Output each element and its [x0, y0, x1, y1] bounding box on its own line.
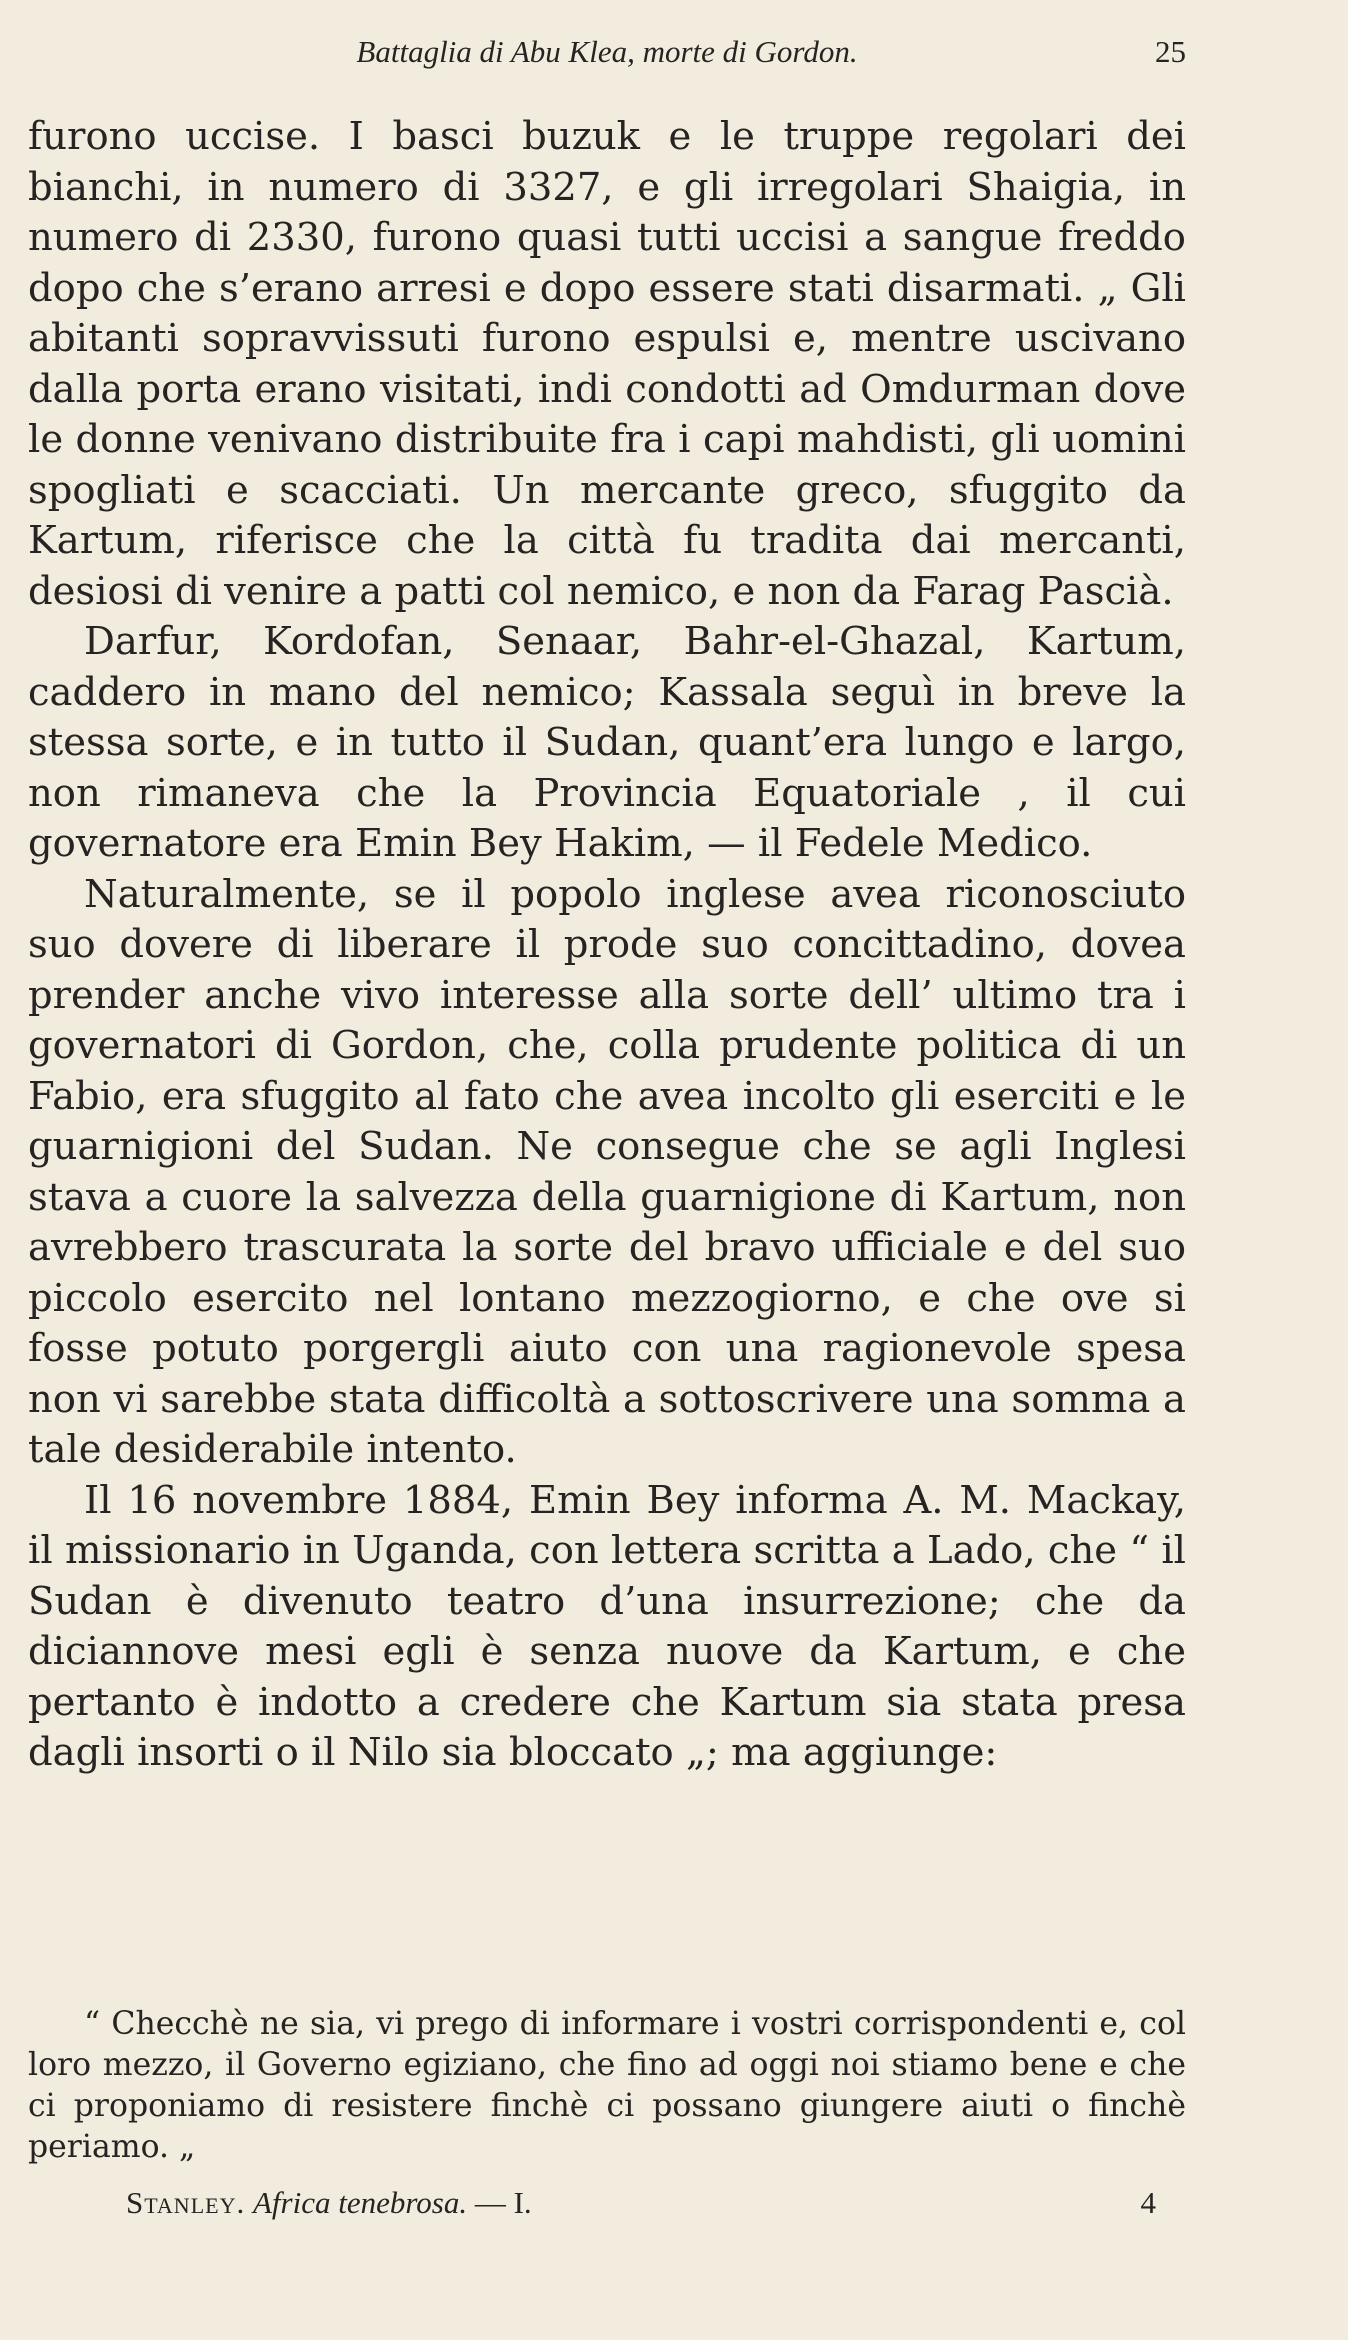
signature-author: Stanley.	[126, 2185, 246, 2220]
signature-title: Africa tenebrosa.	[252, 2185, 468, 2220]
signature-separator: — I.	[474, 2185, 532, 2220]
paragraph-4: Il 16 novembre 1884, Emin Bey informa A. M. Mackay, il missionario in Uganda, con lettera scritta a Lado, che “ il Sudan è divenuto teatro d’una insurrezione; che da diciannove mesi egli è senza nuove da Kartum, e che pertanto è indotto a credere che Kartum sia stata presa dagli insorti o il Nilo sia bloccato „; ma aggiunge:	[28, 1477, 1186, 1775]
signature-sheet-number: 4	[1140, 2185, 1156, 2220]
book-page	[28, 0, 1186, 2340]
body-text	[28, 112, 1186, 1779]
running-head	[28, 34, 1186, 74]
printer-signature	[126, 2185, 1156, 2225]
block-quote: “ Checchè ne sia, vi prego di informare i vostri corrispondenti e, col loro mezzo, il Governo egiziano, che fino ad oggi noi stiamo bene e che ci proponiamo di resistere finchè ci possano giungere aiuti o finchè periamo. „	[28, 2006, 1186, 2165]
paragraph-1: furono uccise. I basci buzuk e le truppe regolari dei bianchi, in numero di 3327, e gli irregolari Shaigia, in numero di 2330, furono quasi tutti uccisi a sangue freddo dopo che s’erano arresi e dopo essere stati disarmati. „ Gli abitanti sopravvissuti furono espulsi e, mentre uscivano dalla porta erano visitati, indi condotti ad Omdurman dove le donne venivano distribuite fra i capi mahdisti, gli uomini spogliati e scacciati. Un mercante greco, sfuggito da Kartum, riferisce che la città fu tradita dai mercanti, desiosi di venire a patti col nemico, e non da Farag Pascià.	[28, 114, 1186, 614]
paragraph-3: Naturalmente, se il popolo inglese avea riconosciuto suo dovere di liberare il prode suo concittadino, dovea prender anche vivo interesse alla sorte dell’ ultimo tra i governatori di Gordon, che, colla prudente politica di un Fabio, era sfuggito al fato che avea incolto gli eserciti e le guarnigioni del Sudan. Ne consegue che se agli Inglesi stava a cuore la salvezza della guarnigione di Kartum, non avrebbero trascurata la sorte del bravo ufficiale e del suo piccolo esercito nel lontano mezzogiorno, e che ove si fosse potuto porgergli aiuto con una ragionevole spesa non vi sarebbe stata difficoltà a sottoscrivere una somma a tale desiderabile intento.	[28, 871, 1186, 1472]
paragraph-2: Darfur, Kordofan, Senaar, Bahr-el-Ghazal, Kartum, caddero in mano del nemico; Kassala seguì in breve la stessa sorte, e in tutto il Sudan, quant’era lungo e largo, non rimaneva che la Provincia Equatoriale , il cui governatore era Emin Bey Hakim, — il Fedele Medico.	[28, 619, 1186, 866]
page-number: 25	[1155, 34, 1186, 69]
running-title: Battaglia di Abu Klea, morte di Gordon.	[356, 34, 858, 69]
